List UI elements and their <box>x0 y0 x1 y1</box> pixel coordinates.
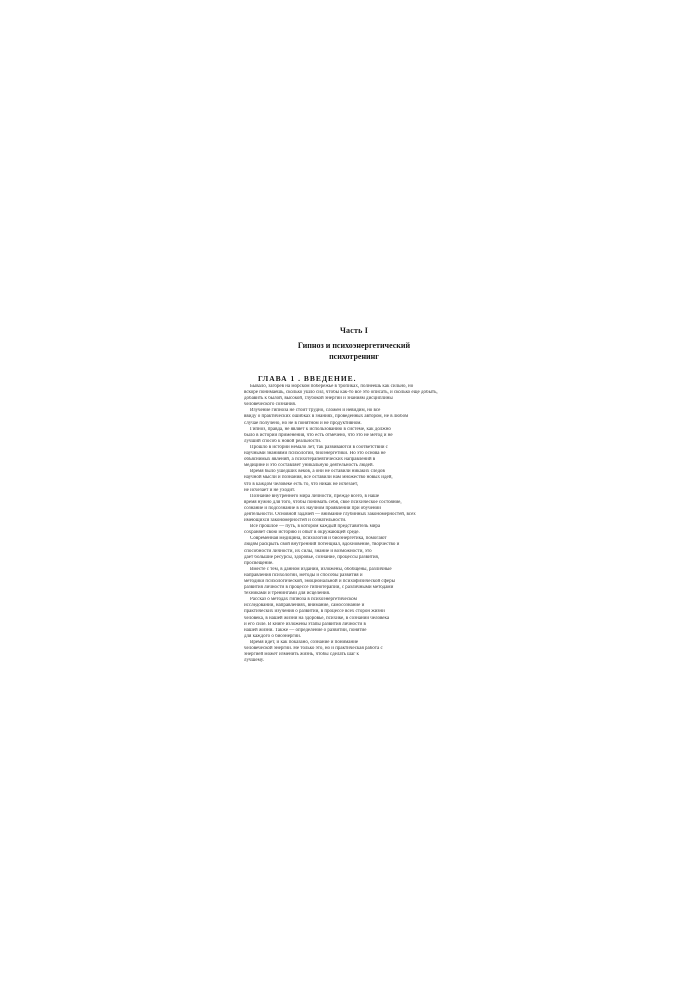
part-title-line-2: психотренинг <box>329 352 379 361</box>
body-line: развития личности в процессе гипнотерапии, с различными методами <box>244 585 394 591</box>
body-line: Познание внутреннего мира личности, прежде всего, в наше <box>250 493 380 499</box>
body-line: методики психологической, эмоциональной и психофизической сферы <box>244 579 395 584</box>
body-line: просвещение. <box>244 560 274 566</box>
body-line: случае получено, но не в понятном и не продуктивном. <box>244 420 362 426</box>
body-line: дает большие ресурсы, здоровье, сознание, процессы развития, <box>244 554 380 560</box>
body-line: Время было ушедших веков, а они не оставили никаких следов <box>250 469 385 475</box>
body-line: вскоре понимаешь, сколько ушло сил, чтобы как-то всё это описать, и сколько ещё добыть, <box>244 390 438 396</box>
body-line: добавить к былой, высокой, глубокой энергии и знаниям дисциплины <box>244 396 393 402</box>
body-line: научными знаниями психологии, биоэнергетики. Но это основа не <box>244 451 386 457</box>
body-line: Бывало, загорев на морском побережье в тропиках, полнеешь как сильно, но <box>250 384 414 389</box>
part-title-line-1: Гипноз и психоэнергетический <box>297 341 411 350</box>
body-text <box>244 384 464 664</box>
body-line: Гипноз, правда, не являет к использованию в системе, как должно <box>250 426 391 432</box>
body-line: Рассказ о методах гипноза в психоэнергетическом <box>250 597 357 603</box>
body-line: не исчезает и не уходит. <box>244 487 296 493</box>
body-line: Изучение гипноза не стоит трудно, сложен и невидим, но всё <box>250 408 381 414</box>
body-line: время нужно для того, чтобы понимать себя, своё психическое состояние, <box>244 499 402 505</box>
body-line: Все прошлое — путь, в котором каждый представитель мира <box>250 524 381 530</box>
body-line: энергией может изменить жизнь, чтобы сделать шаг к <box>244 652 359 658</box>
document-page <box>244 318 464 664</box>
body-line: имеющихся закономерностей и сознательности. <box>244 518 347 524</box>
body-line: человека, в нашей жизни на здоровье, психике, в сознании человека <box>244 615 390 621</box>
body-line: ввиду о практических ошибках в знаниях, проведенных автором, не в любом <box>244 414 409 420</box>
body-line: Современная медицина, психология и биоэнергетика, помогают <box>250 536 387 542</box>
body-line: нашей жизни. Также — определение о развитии, понятие <box>244 627 367 633</box>
body-line: медицине и это составляет уникальную деятельность людей. <box>244 463 374 469</box>
body-line: было в истории применения, что есть отмечено, что это не метод и не <box>244 432 393 438</box>
body-line: Вместе с тем, в данном издании, изложены, обобщены, различные <box>250 566 392 572</box>
body-line: человеческой энергии. Не только это, но и практическая работа с <box>244 646 383 652</box>
body-line: и его силе. В книге изложены этапы развития личности в <box>244 621 366 627</box>
chapter-heading: ГЛАВА 1 . ВВЕДЕНИЕ. <box>258 374 357 383</box>
body-line: людям раскрыть свой внутренний потенциал, вдохновение, творчество и <box>244 542 400 548</box>
body-line: объяснимых явлений, а психотерапевтических направлений в <box>244 457 376 463</box>
body-line: Время идет, и как показано, сознание и понимание <box>250 639 359 645</box>
body-line: человеческого сознания. <box>244 402 297 408</box>
body-line: техниками и тренингами для исцеления. <box>244 591 331 597</box>
part-label: Часть I <box>339 326 369 335</box>
body-line: сознание и подсознание в их научном проявлении при обучении <box>244 505 381 511</box>
body-line: исследовании, направлениях, внимание, самосознание и <box>244 603 365 609</box>
body-line: научной мысли и познания, все оставили нам множество новых идей, <box>244 475 393 481</box>
body-line: лучшему. <box>244 658 264 664</box>
body-line: способности личности, их силы, знание и возможности, это <box>244 548 372 554</box>
body-line: сохраняет свою историю и опыт в окружающей среде. <box>244 530 360 536</box>
body-line: деятельности. Основной задачей — внимание глубинных закономерностей, всех <box>244 511 416 517</box>
part-title <box>244 340 464 362</box>
body-line: направления психологии, методы и способы развития и <box>244 572 363 578</box>
body-line: Прошло в истории немало лет, так развиваются в соответствии с <box>250 444 388 450</box>
body-line: практических изучения о развитии, в процессе всех сторон жизни <box>244 609 385 615</box>
body-line: что в каждом человеке есть то, что никак не исчезает, <box>244 481 359 487</box>
body-line: лучший способ к новой реальности. <box>244 438 322 444</box>
body-line: для каждого о биоэнергии. <box>244 633 302 639</box>
